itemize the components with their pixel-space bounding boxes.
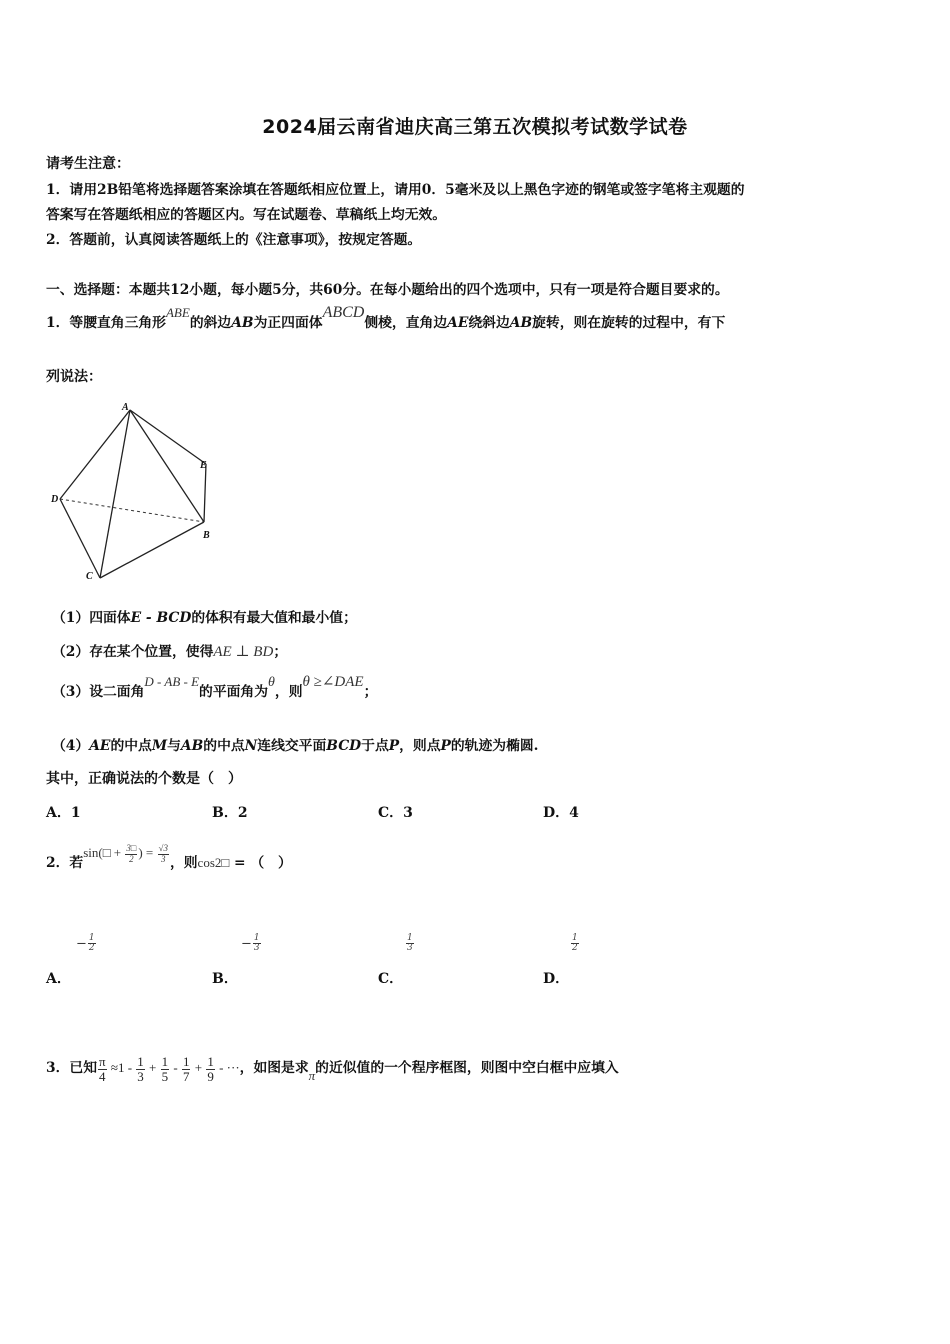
q1-option-d[interactable]: D．4 xyxy=(543,805,579,821)
section-heading: 一、选择题：本题共12小题，每小题5分，共60分。在每小题给出的四个选项中，只有一项是符合题目要求的。 xyxy=(46,282,729,298)
q1-statement-2: （2）存在某个位置，使得AE ⊥ BD； xyxy=(52,644,288,660)
q2-option-d[interactable]: D． xyxy=(543,971,570,987)
vertex-label-a: A xyxy=(122,402,129,413)
q3-stem: 3．已知 $\frac{\pi}{4}$ ≈1 - $\frac{1}{3}$ + $\frac{1}{5}$ - $\frac{1}{7}$ + $\frac{1}{9}$ - ···，如图是求π的近似值的一个程序框图，则图中空白框中应填入 xyxy=(46,1053,619,1084)
q2-option-c-value: $\frac{1}{3}$ xyxy=(407,933,413,954)
edge-dc xyxy=(60,499,100,578)
q1-statement-3: （3）设二面角D - AB - E的平面角为θ，则θ ≥∠DAE； xyxy=(52,674,378,700)
q1-option-b[interactable]: B．2 xyxy=(212,805,248,821)
tetrahedron-figure xyxy=(46,398,236,590)
vertex-label-c: C xyxy=(86,571,93,582)
q2-option-c[interactable]: C． xyxy=(378,971,404,987)
vertex-label-b: B xyxy=(203,530,210,541)
notice-line-3: 2．答题前，认真阅读答题纸上的《注意事项》，按规定答题。 xyxy=(46,232,422,248)
q1-statement-4: （4）AE的中点M与AB的中点N连线交平面BCD于点P，则点P的轨迹为椭圆. xyxy=(52,738,539,754)
q2-stem: 2．若sin(□ + $\frac{3□}{2}$ ) = $\frac{√3}{3}$ ，则cos2□ = （ ） xyxy=(46,843,292,871)
edge-ac xyxy=(100,410,130,578)
q1-ask: 其中，正确说法的个数是（ ） xyxy=(46,771,242,787)
edge-eb xyxy=(204,464,206,522)
q2-option-d-value: $\frac{1}{2}$ xyxy=(572,933,578,954)
edge-db-hidden xyxy=(60,499,204,522)
edge-ab xyxy=(130,410,204,522)
notice-line-1: 1．请用2B铅笔将选择题答案涂填在答题纸相应位置上，请用0．5毫米及以上黑色字迹的钢笔或签字笔将主观题的 xyxy=(46,182,745,198)
q3-series-expression: $\frac{\pi}{4}$ ≈1 - $\frac{1}{3}$ + $\frac{1}{5}$ - $\frac{1}{7}$ + $\frac{1}{9}$ - ··· xyxy=(99,1053,240,1084)
q2-sin-expression: sin(□ + $\frac{3□}{2}$ ) = $\frac{√3}{3}$ xyxy=(83,843,168,864)
notice-heading: 请考生注意： xyxy=(46,156,130,172)
q1-option-a[interactable]: A．1 xyxy=(46,805,81,821)
edge-ad xyxy=(60,410,130,499)
q1-option-c[interactable]: C．3 xyxy=(378,805,413,821)
vertex-label-d: D xyxy=(51,494,59,505)
q2-option-a[interactable]: A． xyxy=(46,971,71,987)
edge-cb xyxy=(100,522,204,578)
edge-ae xyxy=(130,410,206,464)
page-title: 2024届云南省迪庆高三第五次模拟考试数学试卷 xyxy=(262,116,688,138)
q1-stem-continued: 列说法： xyxy=(46,369,102,385)
q1-stem: 1．等腰直角三角形ABE的斜边AB为正四面体ABCD侧棱，直角边AE绕斜边AB旋转，则在旋转的过程中，有下 xyxy=(46,304,726,331)
vertex-label-e: E xyxy=(200,460,207,471)
q1-statement-1: （1）四面体E - BCD的体积有最大值和最小值； xyxy=(52,610,357,626)
q2-option-b-value: − $\frac{1}{3}$ xyxy=(241,933,260,954)
notice-line-2: 答案写在答题纸相应的答题区内。写在试题卷、草稿纸上均无效。 xyxy=(46,207,447,223)
q2-option-a-value: − $\frac{1}{2}$ xyxy=(76,933,95,954)
q2-option-b[interactable]: B． xyxy=(212,971,238,987)
